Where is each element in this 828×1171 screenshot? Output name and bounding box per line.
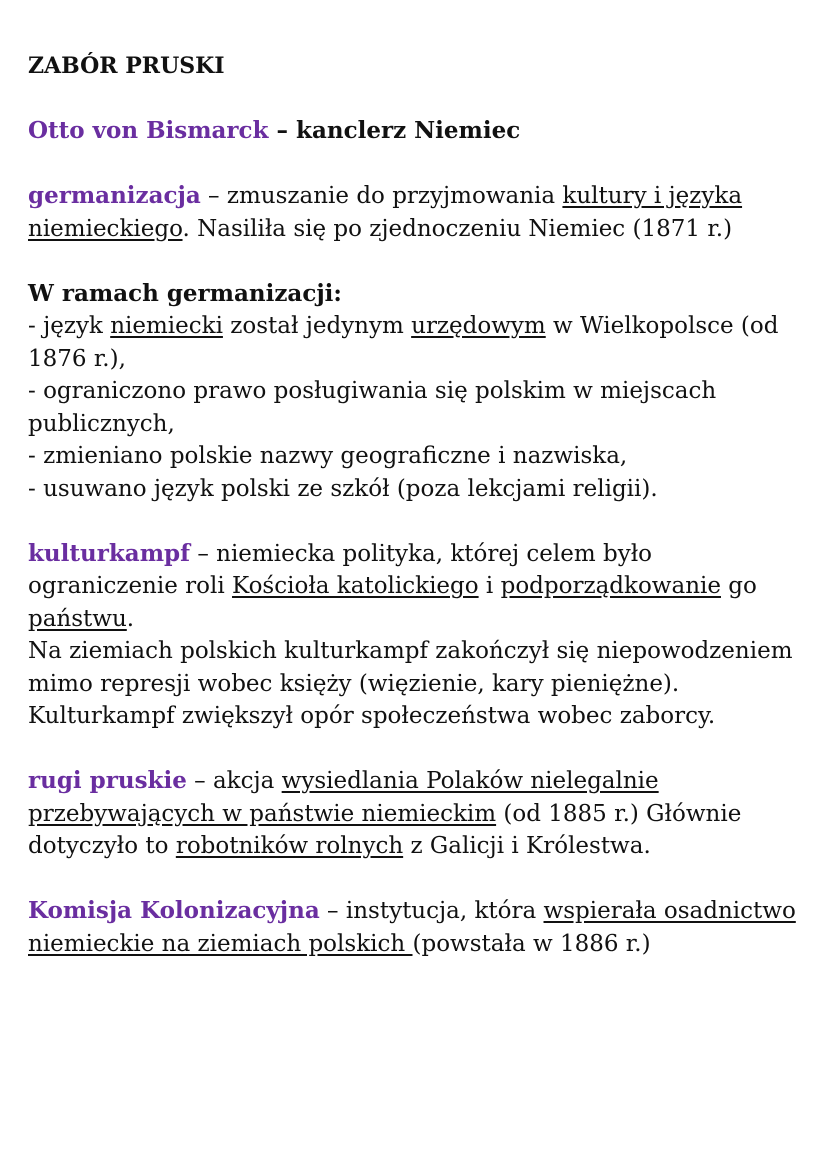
underlined-text: kultury i języka niemieckiego [28,183,743,242]
text: został jedynym [222,313,412,339]
text: i [478,573,501,599]
text: – akcja [186,768,282,794]
term-germanizacja: germanizacja [28,182,201,209]
rugi-paragraph [28,765,808,863]
text: . [126,605,135,632]
text: w Wielkopolsce (od 1876 r.), [28,313,779,372]
underlined-text: Kościoła katolickiego [232,573,479,599]
ramach-heading [28,278,808,311]
komisja-paragraph [28,895,808,960]
section-heading: W ramach germanizacji: [28,279,342,307]
list-item: - zmieniano polskie nazwy geograficzne i nazwiska, [28,443,628,469]
list-item: - usuwano język polski ze szkół (poza lekcjami religii). [28,475,658,502]
term-kulturkampf: kulturkampf [28,539,191,567]
underlined-text: robotników rolnych [175,833,404,859]
bismarck-description: – kanclerz Niemiec [268,117,521,144]
term-rugi-pruskie: rugi pruskie [28,767,187,794]
underlined-text: podporządkowanie [500,573,721,599]
term-komisja-kolonizacyjna: Komisja Kolonizacyjna [28,897,320,924]
term-bismarck: Otto von Bismarck [28,117,269,144]
list-item [28,310,808,375]
kulturkampf-paragraph [28,538,808,636]
underlined-text: wysiedlania Polaków nielegalnie przebywających w państwie niemieckim [28,768,659,827]
bismarck-line [28,115,808,148]
page-title: ZABÓR PRUSKI [28,53,225,79]
text: (od 1885 r.) Głównie dotyczyło to [28,800,742,859]
text: go [720,573,757,599]
text: z Galicji i Królestwa. [403,833,651,859]
underlined-text: wspierała osadnictwo niemieckie na ziemiach polskich [28,898,796,957]
text: – instytucja, która [319,898,544,924]
underlined-text: niemiecki [110,313,223,339]
text: . Nasiliła się po zjednoczeniu Niemiec (1871 r.) [182,215,733,242]
list-item: - ograniczono prawo posługiwania się polskim w miejscach publicznych, [28,378,717,437]
text: – zmuszanie do przyjmowania [200,183,563,209]
underlined-text: urzędowym [411,313,546,339]
text: (powstała w 1886 r.) [412,930,651,957]
underlined-text: państwu [28,605,127,632]
text: - język [28,313,111,339]
germanizacja-paragraph [28,180,808,245]
kulturkampf-effects-paragraph: Na ziemiach polskich kulturkampf zakończył się niepowodzeniem mimo represji wobec księży (więzienie, kary pieniężne). Kulturkampf zwiększył opór społeczeństwa wobec zaborcy. [28,638,793,729]
document-page [28,50,808,960]
text: – niemiecka polityka, której celem było ograniczenie roli [28,540,653,599]
